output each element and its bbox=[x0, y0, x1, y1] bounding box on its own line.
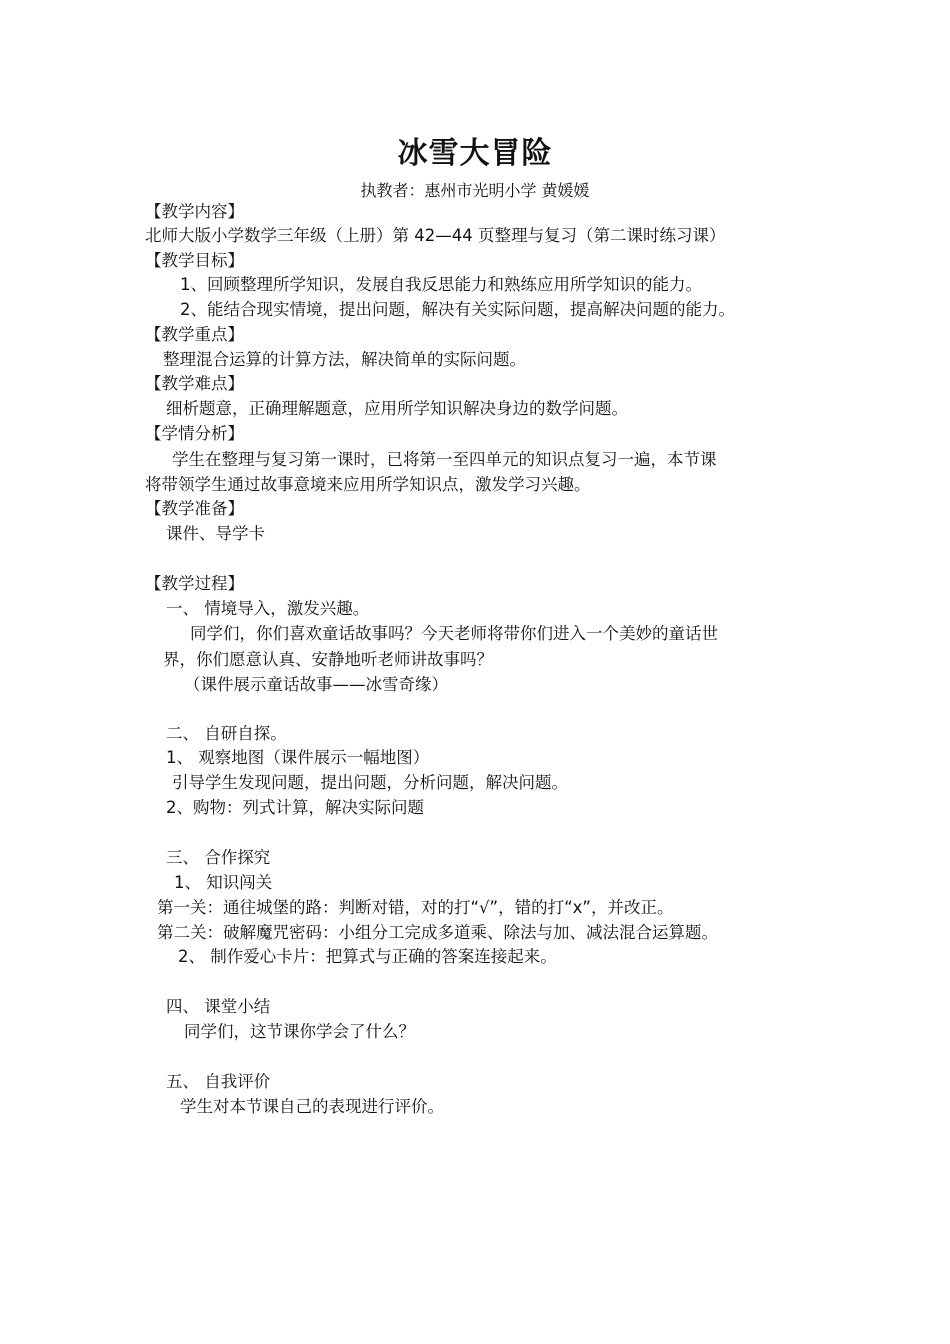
text-line: 1、回顾整理所学知识，发展自我反思能力和熟练应用所学知识的能力。 bbox=[180, 275, 702, 294]
text-line: 2、能结合现实情境，提出问题，解决有关实际问题，提高解决问题的能力。 bbox=[180, 300, 735, 319]
text-line: 学生在整理与复习第一课时，已将第一至四单元的知识点复习一遍，本节课 bbox=[172, 450, 717, 469]
heading-preparation: 【教学准备】 bbox=[145, 499, 244, 518]
heading-teaching-process: 【教学过程】 bbox=[145, 574, 244, 593]
text-line: 第二关：破解魔咒密码：小组分工完成多道乘、除法与加、减法混合运算题。 bbox=[157, 923, 718, 942]
section-heading: 三、 合作探究 bbox=[166, 848, 271, 867]
text-line: 引导学生发现问题，提出问题，分析问题，解决问题。 bbox=[172, 773, 568, 792]
heading-difficulties: 【教学难点】 bbox=[145, 374, 244, 393]
heading-teaching-content: 【教学内容】 bbox=[145, 202, 244, 221]
text-line: 学生对本节课自己的表现进行评价。 bbox=[180, 1097, 444, 1116]
text-line: 同学们，你们喜欢童话故事吗？今天老师将带你们进入一个美妙的童话世 bbox=[190, 624, 718, 643]
text-line: 界，你们愿意认真、安静地听老师讲故事吗？ bbox=[163, 650, 493, 669]
text-line: 第一关：通往城堡的路：判断对错，对的打“√”，错的打“x”，并改正。 bbox=[157, 898, 674, 917]
section-heading: 二、 自研自探。 bbox=[166, 724, 287, 743]
heading-key-points: 【教学重点】 bbox=[145, 325, 244, 344]
text-line: 课件、导学卡 bbox=[166, 524, 265, 543]
text-line: 将带领学生通过故事意境来应用所学知识点，激发学习兴趣。 bbox=[145, 475, 591, 494]
section-heading: 四、 课堂小结 bbox=[166, 997, 271, 1016]
document-title: 冰雪大冒险 bbox=[397, 136, 553, 171]
section-heading: 一、 情境导入，激发兴趣。 bbox=[166, 599, 370, 618]
text-line: 细析题意，正确理解题意，应用所学知识解决身边的数学问题。 bbox=[166, 399, 628, 418]
author-line: 执教者：惠州市光明小学 黄媛媛 bbox=[360, 181, 590, 200]
text-line: 2、 制作爱心卡片：把算式与正确的答案连接起来。 bbox=[178, 947, 557, 966]
text-line: 整理混合运算的计算方法，解决简单的实际问题。 bbox=[163, 350, 526, 369]
text-line: （课件展示童话故事——冰雪奇缘） bbox=[184, 675, 448, 694]
text-line: 北师大版小学数学三年级（上册）第 42—44 页整理与复习（第二课时练习课） bbox=[145, 226, 726, 245]
section-heading: 五、 自我评价 bbox=[166, 1072, 271, 1091]
text-line: 1、 知识闯关 bbox=[174, 873, 273, 892]
heading-teaching-goals: 【教学目标】 bbox=[145, 251, 244, 270]
text-line: 1、 观察地图（课件展示一幅地图） bbox=[166, 748, 430, 767]
text-line: 2、购物：列式计算，解决实际问题 bbox=[166, 798, 424, 817]
heading-student-analysis: 【学情分析】 bbox=[145, 424, 244, 443]
text-line: 同学们，这节课你学会了什么？ bbox=[184, 1022, 415, 1041]
